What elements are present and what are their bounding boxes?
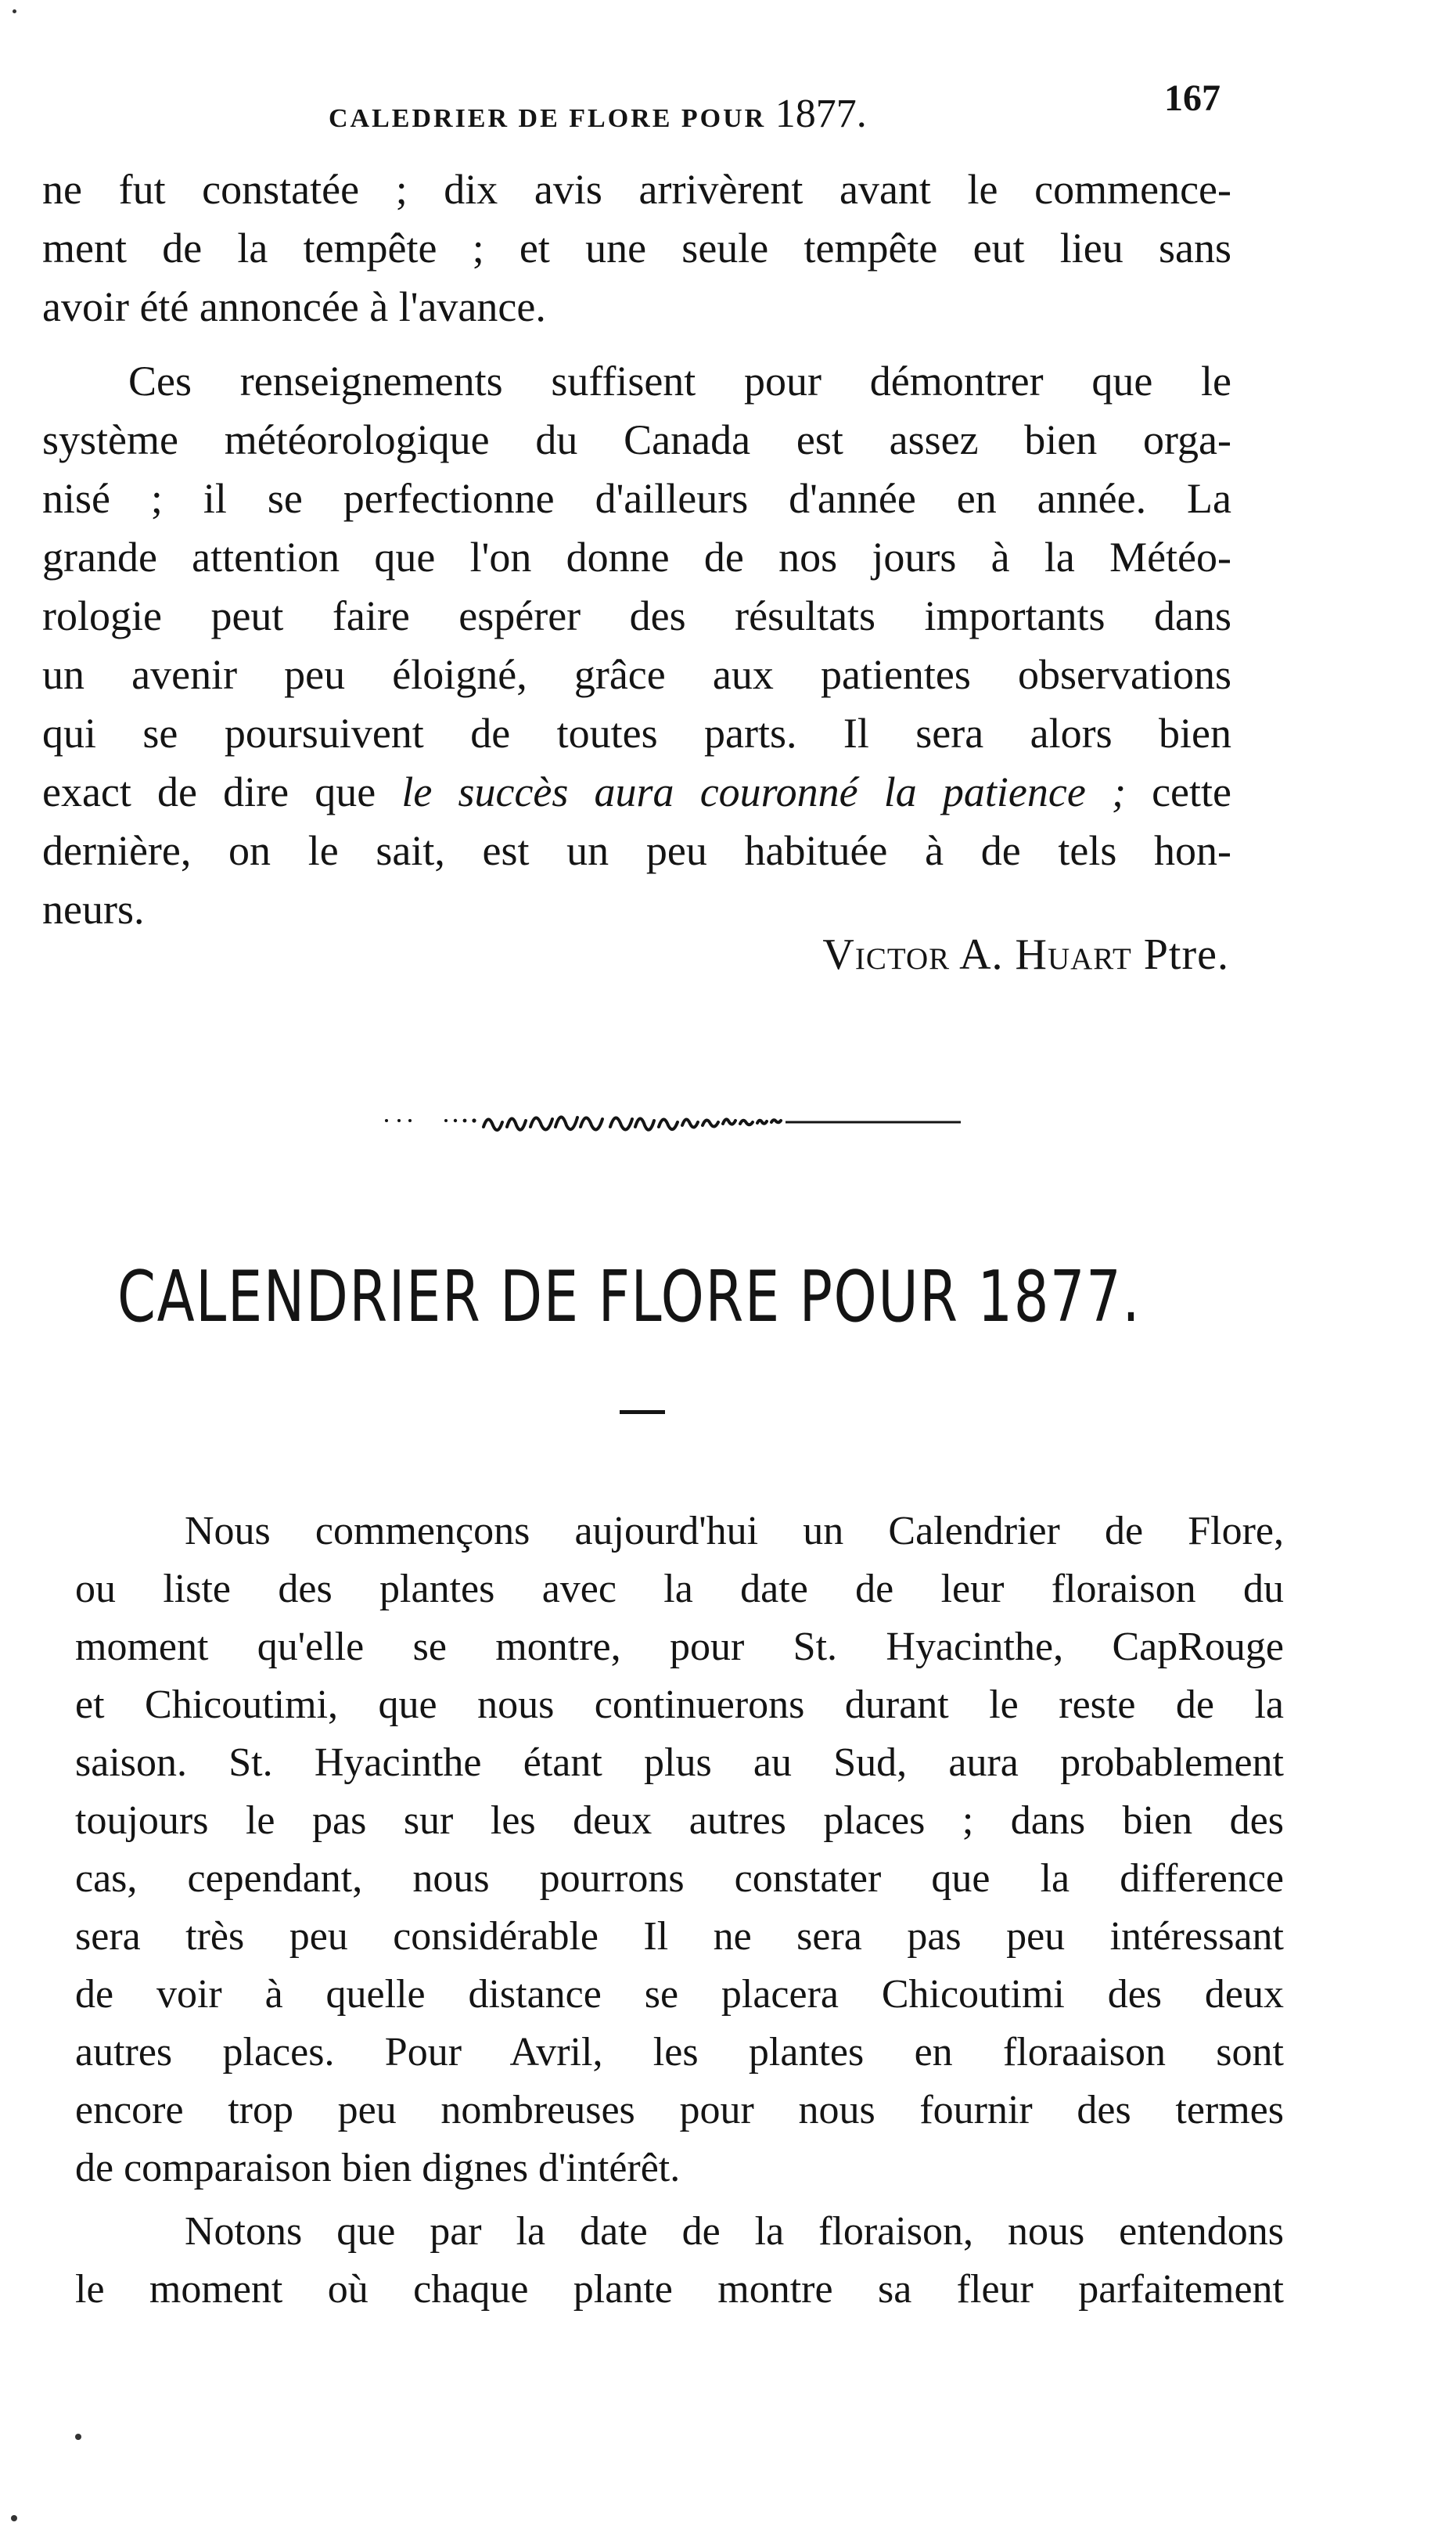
text-line: saison. St. Hyacinthe étant plus au Sud, aura probablement — [75, 1740, 1284, 1785]
previous-article-ending — [42, 160, 1231, 336]
text-line: nisé ; il se perfectionne d'ailleurs d'année en année. La — [42, 475, 1231, 522]
text-line: le moment où chaque plante montre sa fleur parfaitement — [75, 2267, 1284, 2312]
text-line: Notons que par la date de la floraison, nous entendons — [185, 2209, 1284, 2254]
text-line: et Chicoutimi, que nous continuerons durant le reste de la — [75, 1682, 1284, 1727]
text-line: moment qu'elle se montre, pour St. Hyacinthe, CapRouge — [75, 1625, 1284, 1669]
running-head — [329, 77, 1221, 139]
text-line: de comparaison bien dignes d'intérêt. — [75, 2146, 681, 2190]
text-line: système météorologique du Canada est assez bien orga- — [42, 416, 1231, 463]
text-line: autres places. Pour Avril, les plantes en floraaison sont — [75, 2030, 1284, 2075]
author-title: Ptre. — [1143, 930, 1229, 979]
text-line: un avenir peu éloigné, grâce aux patientes observations — [42, 651, 1231, 698]
text-line: sera très peu considérable Il ne sera pas peu intéressant — [75, 1914, 1284, 1959]
author-first-name: Victor — [822, 930, 951, 979]
author-initial: A. — [959, 930, 1004, 979]
author-signature — [822, 930, 1229, 980]
title-rule-divider — [620, 1410, 665, 1414]
ink-speck — [13, 9, 16, 13]
text-line: toujours le pas sur les deux autres places ; dans bien des — [75, 1798, 1284, 1843]
ornamental-divider — [383, 1103, 962, 1135]
text-line: ment de la tempête ; et une seule tempête eut lieu sans — [42, 225, 1231, 272]
text-line: Ces renseignements suffisent pour démontrer que le — [128, 358, 1231, 405]
author-last-name: Huart — [1015, 930, 1132, 979]
text-line: ne fut constatée ; dix avis arrivèrent avant le commence- — [42, 166, 1231, 213]
ink-speck — [11, 2515, 17, 2521]
section-paragraph-2 — [75, 2203, 1284, 2319]
text-line-with-italic — [42, 763, 1231, 822]
section-paragraph-1 — [75, 1502, 1284, 2197]
previous-article-paragraph — [42, 352, 1231, 939]
text-line: avoir été annoncée à l'avance. — [42, 283, 546, 330]
text-line: cas, cependant, nous pourrons constater que la difference — [75, 1856, 1284, 1901]
text-segment: exact de dire que — [42, 768, 402, 815]
text-segment: cette — [1125, 768, 1232, 815]
text-line: qui se poursuivent de toutes parts. Il sera alors bien — [42, 710, 1231, 757]
text-line: neurs. — [42, 886, 145, 933]
running-title-text: CALEDRIER DE FLORE POUR — [329, 104, 767, 133]
page-number: 167 — [1164, 77, 1221, 119]
section-title: CALENDRIER DE FLORE POUR 1877. — [117, 1256, 1141, 1338]
italic-quote: le succès aura couronné la patience ; — [401, 768, 1126, 815]
text-line: de voir à quelle distance se placera Chicoutimi des deux — [75, 1972, 1284, 2017]
text-line: rologie peut faire espérer des résultats importants dans — [42, 592, 1231, 639]
text-line: grande attention que l'on donne de nos jours à la Météo- — [42, 534, 1231, 581]
text-line: dernière, on le sait, est un peu habituée à de tels hon- — [42, 827, 1231, 874]
text-line: encore trop peu nombreuses pour nous fournir des termes — [75, 2088, 1284, 2132]
ink-speck — [75, 2434, 81, 2440]
running-title-year: 1877. — [775, 92, 867, 136]
text-line: Nous commençons aujourd'hui un Calendrier de Flore, — [185, 1509, 1284, 1553]
text-line: ou liste des plantes avec la date de leur floraison du — [75, 1567, 1284, 1611]
running-title — [329, 91, 867, 137]
